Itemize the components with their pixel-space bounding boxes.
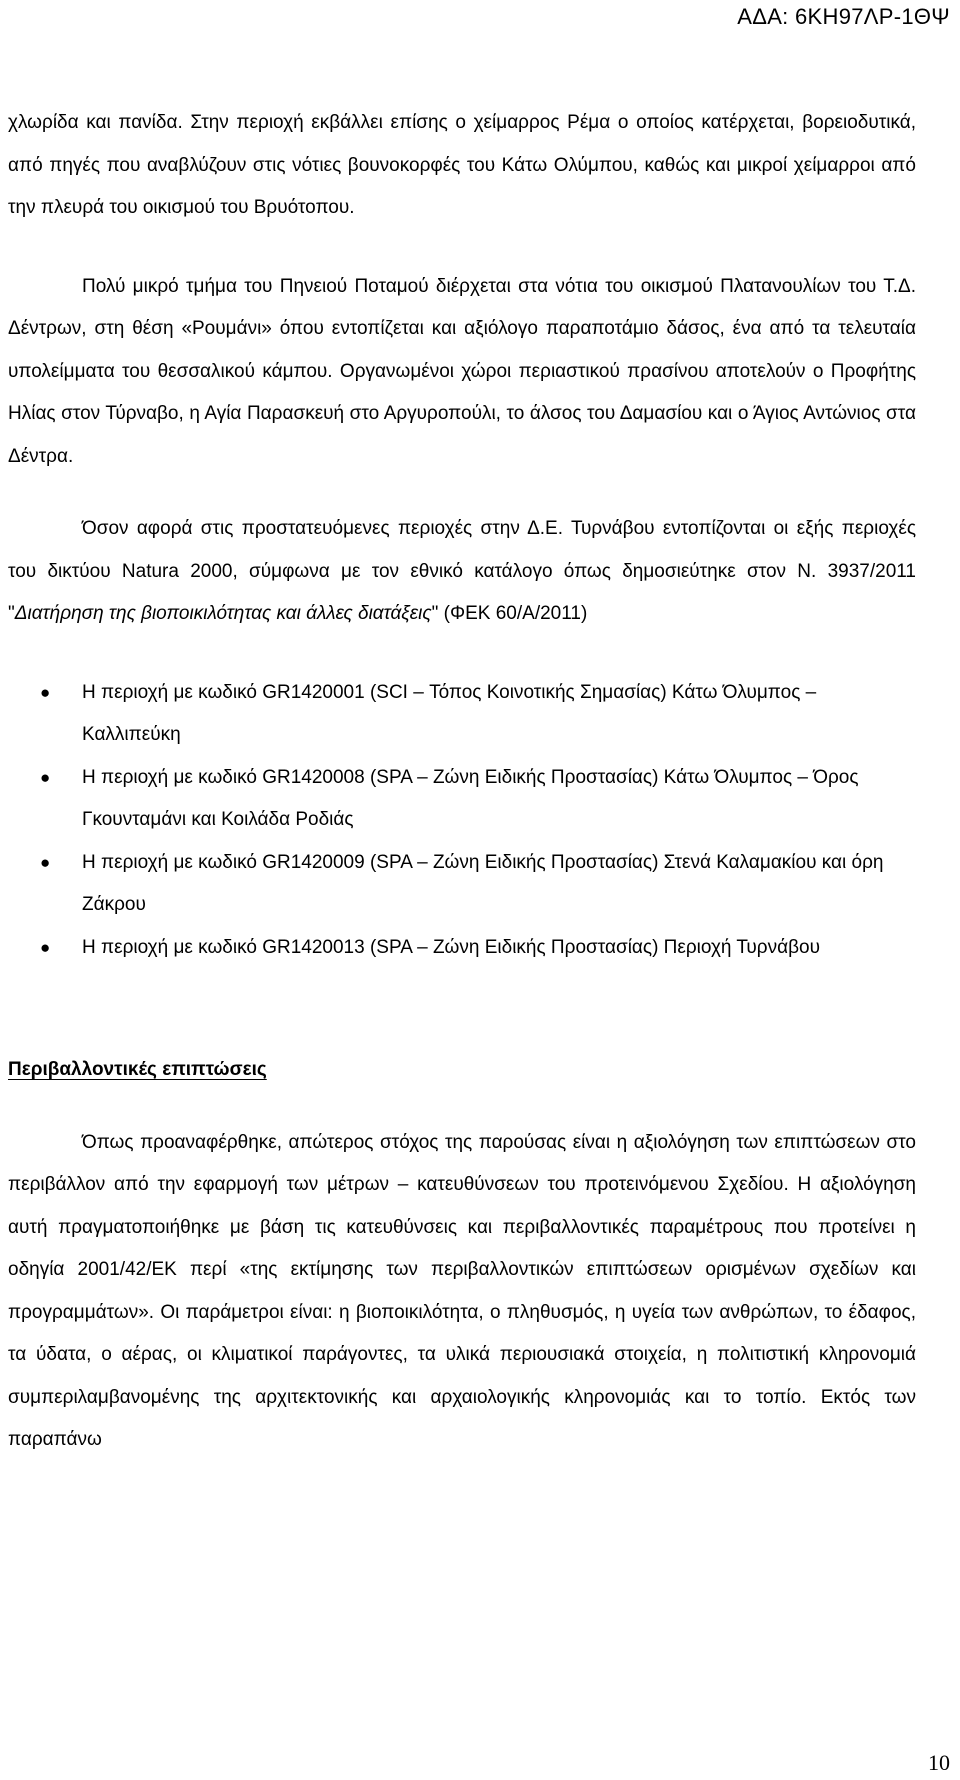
paragraph-protected-areas: Όσον αφορά στις προστατευόμενες περιοχές στην Δ.Ε. Τυρνάβου εντοπίζονται οι εξής περιοχές του δικτύου Natura 2000, σύμφωνα με τον εθνικό κατάλογο όπως δημοσιεύτηκε στον Ν. 3937/2011 "Διατήρηση της βιοποικιλότητας και άλλες διατάξεις" (ΦΕΚ 60/Α/2011) (8, 518, 916, 624)
paragraph-environmental-impacts: Όπως προαναφέρθηκε, απώτερος στόχος της παρούσας είναι η αξιολόγηση των επιπτώσεων στο περιβάλλον από την εφαρμογή των μέτρων – κατευθύνσεων του προτεινόμενου Σχεδίου. Η αξιολόγηση αυτή πραγματοποιήθηκε με βάση τις κατευθύνσεις και περιβαλλοντικές παραμέτρους που προτείνει η οδηγία 2001/42/ΕΚ περί «της εκτίμησης των περιβαλλοντικών επιπτώσεων ορισμένων σχεδίων και προγραμμάτων». Οι παράμετροι είναι: η βιοποικιλότητα, ο πληθυσμός, η υγεία των ανθρώπων, το έδαφος, τα ύδατα, ο αέρας, οι κλιματικοί παράγοντες, τα υλικά περιουσιακά στοιχεία, η πολιτιστική κληρονομιά συμπεριλαμβανομένης της αρχιτεκτονικής και αρχαιολογικής κληρονομιάς και το τοπίο. Εκτός των παραπάνω (8, 1131, 916, 1450)
bullet-icon: ● (40, 852, 51, 872)
list-item: ● Η περιοχή με κωδικό GR1420013 (SPA – Ζώνη Ειδικής Προστασίας) Περιοχή Τυρνάβου (8, 927, 916, 970)
ada-code: ΑΔΑ: 6ΚΗ97ΛΡ-1ΘΨ (737, 4, 950, 29)
bullet-icon: ● (40, 767, 51, 787)
section-heading: Περιβαλλοντικές επιπτώσεις (8, 1059, 267, 1080)
bullet-icon: ● (40, 937, 51, 957)
paragraph-pineios: Πολύ μικρό τμήμα του Πηνειού Ποταμού διέρχεται στα νότια του οικισμού Πλατανουλίων του Τ.Δ. Δέντρων, στη θέση «Ρουμάνι» όπου εντοπίζεται και αξιόλογο παραποτάμιο δάσος, ένα από τα τελευταία υπολείμματα του θεσσαλικού κάμπου. Οργανωμένοι χώροι περιαστικού πρασίνου αποτελούν ο Προφήτης Ηλίας στον Τύρναβο, η Αγία Παρασκευή στο Αργυροπούλι, το άλσος του Δαμασίου και ο Άγιος Αντώνιος στα Δέντρα. (8, 275, 916, 467)
natura-list (8, 672, 916, 970)
paragraph-flora: χλωρίδα και πανίδα. Στην περιοχή εκβάλλει επίσης ο χείμαρρος Ρέμα ο οποίος κατέρχεται, βορειοδυτικά, από πηγές που αναβλύζουν στις νότιες βουνοκορφές του Κάτω Ολύμπου, καθώς και μικροί χείμαρροι από την πλευρά του οικισμού του Βρυότοπου. (8, 112, 916, 218)
page-number: 10 (928, 1750, 950, 1775)
list-item: ● Η περιοχή με κωδικό GR1420001 (SCI – Τόπος Κοινοτικής Σημασίας) Κάτω Όλυμπος – Καλλιπεύκη (8, 672, 916, 757)
law-title: Διατήρηση της βιοποικιλότητας και άλλες διατάξεις (14, 603, 432, 624)
document-body (8, 102, 916, 1462)
list-item: ● Η περιοχή με κωδικό GR1420008 (SPA – Ζώνη Ειδικής Προστασίας) Κάτω Όλυμπος – Όρος Γκουνταμάνι και Κοιλάδα Ροδιάς (8, 757, 916, 842)
bullet-icon: ● (40, 682, 51, 702)
list-item: ● Η περιοχή με κωδικό GR1420009 (SPA – Ζώνη Ειδικής Προστασίας) Στενά Καλαμακίου και όρη Ζάκρου (8, 842, 916, 927)
